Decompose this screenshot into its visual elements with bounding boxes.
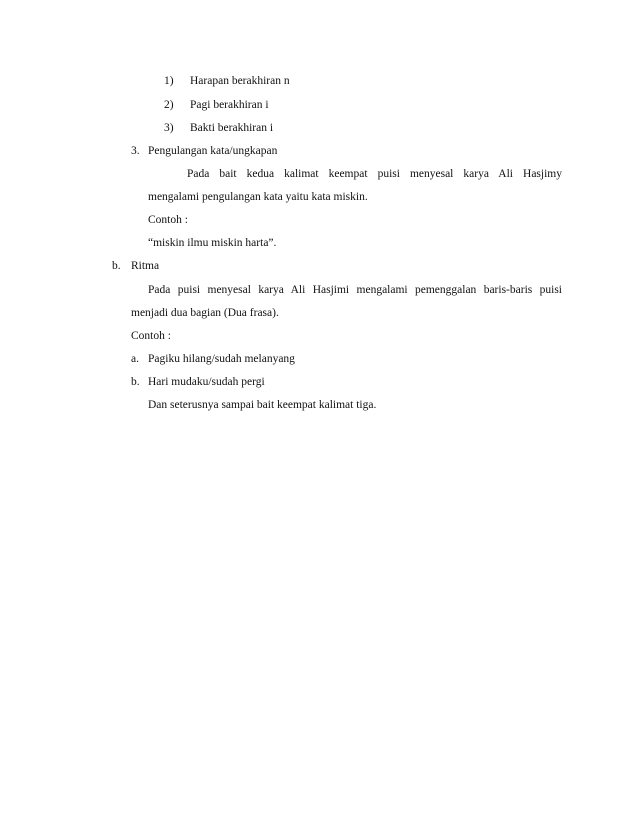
- item3-title: Pengulangan kata/ungkapan: [148, 145, 278, 157]
- item3-heading: [131, 144, 277, 158]
- section-b-example-item: [131, 375, 265, 389]
- item3-number: 3.: [131, 145, 140, 157]
- section-b-title: Ritma: [131, 260, 160, 272]
- item3-example-text: “miskin ilmu miskin harta”.: [148, 237, 277, 249]
- sublist-number: 1): [164, 75, 174, 87]
- sublist-item: [164, 74, 290, 88]
- section-b-paragraph-line2: menjadi dua bagian (Dua frasa).: [131, 307, 279, 319]
- section-b-heading: [112, 259, 159, 273]
- section-b-example-label: Contoh :: [131, 330, 171, 342]
- item3-paragraph-line2: mengalami pengulangan kata yaitu kata miskin.: [148, 191, 368, 203]
- sublist-text: Bakti berakhiran i: [190, 122, 274, 134]
- sublist-number: 3): [164, 122, 174, 134]
- sublist-item: [164, 98, 269, 112]
- example-letter: b.: [131, 376, 140, 388]
- example-text: Pagiku hilang/sudah melanyang: [148, 353, 295, 365]
- section-b-letter: b.: [112, 260, 121, 272]
- item3-example-label: Contoh :: [148, 214, 188, 226]
- sublist-item: [164, 121, 273, 135]
- section-b-paragraph-line1: Pada puisi menyesal karya Ali Hasjimi mengalami pemenggalan baris-baris puisi: [148, 284, 562, 296]
- section-b-closing: Dan seterusnya sampai bait keempat kalimat tiga.: [148, 399, 377, 411]
- sublist-text: Harapan berakhiran n: [190, 75, 290, 87]
- sublist-text: Pagi berakhiran i: [190, 99, 269, 111]
- sublist-number: 2): [164, 99, 174, 111]
- section-b-example-item: [131, 352, 295, 366]
- example-text: Hari mudaku/sudah pergi: [148, 376, 265, 388]
- item3-paragraph-line1: Pada bait kedua kalimat keempat puisi menyesal karya Ali Hasjimy: [187, 168, 562, 180]
- example-letter: a.: [131, 353, 139, 365]
